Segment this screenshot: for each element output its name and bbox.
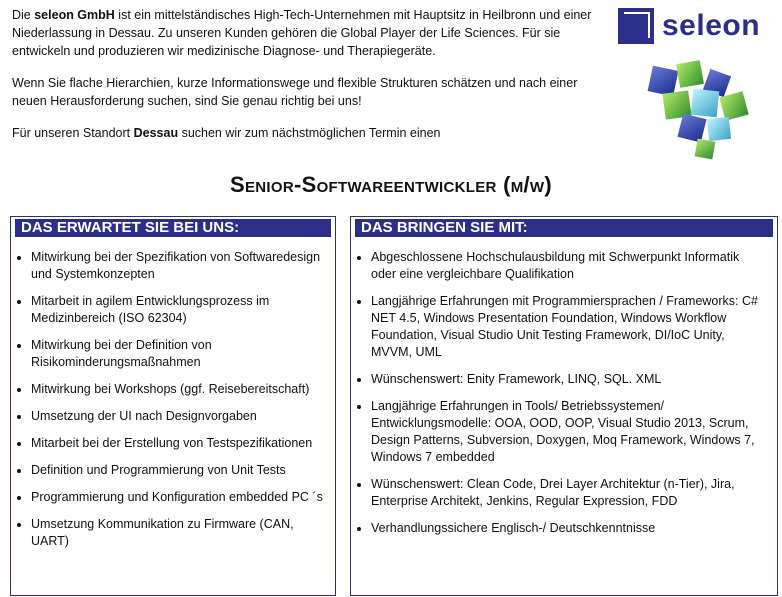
job-title: Senior-Softwareentwickler (m/w) (230, 172, 552, 197)
list-item: • Mitwirkung bei Workshops (ggf. Reisebereitschaft) (31, 381, 325, 398)
list-item: • Mitwirkung bei der Spezifikation von Softwaredesign und Systemkonzepten (31, 249, 325, 283)
requirements-box (350, 216, 778, 596)
offer-box-heading: DAS ERWARTET SIE BEI UNS: (15, 219, 331, 237)
list-item: • Mitarbeit in agilem Entwicklungsprozess im Medizinbereich (ISO 62304) (31, 293, 325, 327)
list-item: • Mitwirkung bei der Definition von Risikominderungsmaßnahmen (31, 337, 325, 371)
list-item: • Umsetzung Kommunikation zu Firmware (CAN, UART) (31, 516, 325, 550)
list-item: • Wünschenswert: Enity Framework, LINQ, SQL. XML (371, 371, 767, 388)
list-item: • Mitarbeit bei der Erstellung von Testspezifikationen (31, 435, 325, 452)
list-item: • Umsetzung der UI nach Designvorgaben (31, 408, 325, 425)
logo-wordmark: seleon (662, 9, 761, 42)
intro-text-run: Für unseren Standort (12, 126, 134, 140)
list-item: • Definition und Programmierung von Unit Tests (31, 462, 325, 479)
intro-text (12, 6, 602, 156)
location-name: Dessau (133, 126, 179, 140)
logo-square-icon (618, 8, 654, 44)
intro-paragraph-2: Wenn Sie flache Hierarchien, kurze Informationswege und flexible Strukturen schätzen und nach einer neuen Herausforderung suchen, sind Sie genau richtig bei uns! (12, 76, 578, 108)
seleon-logo (618, 8, 778, 44)
list-item: • Langjährige Erfahrungen in Tools/ Betriebssystemen/ Entwicklungsmodelle: OOA, OOD, OOP, Visual Studio 2013, Scrum, Design Patterns, Subversion, Doxygen, Moq Framework, Windows 7, Windows 7 embedded (371, 398, 767, 466)
list-item: • Abgeschlossene Hochschulausbildung mit Schwerpunkt Informatik oder eine vergleichbare Qualifikation (371, 249, 767, 283)
list-item: • Langjährige Erfahrungen mit Programmiersprachen / Frameworks: C# NET 4.5, Windows Presentation Foundation, Windows Workflow Foundation, Visual Studio Unit Testing Framework, DI/IoC Unity, MVVM, UML (371, 293, 767, 361)
offer-list (11, 249, 335, 550)
intro-paragraph-1 (12, 6, 602, 60)
intro-text-run: Die (12, 8, 35, 22)
intro-text-run: ist ein mittelständisches High-Tech-Unternehmen mit Hauptsitz in Heilbronn und einer Niederlassung in Dessau. Zu unseren Kunden gehören die Global Player der Life Sciences. Für sie entwickeln und produzieren wir medizinische Diagnose- und Therapiegeräte. (12, 8, 592, 58)
intro-text-run: suchen wir zum nächstmöglichen Termin einen (178, 126, 441, 140)
intro-paragraph-3 (12, 124, 602, 142)
cubes-graphic-icon (640, 58, 770, 168)
company-name: seleon GmbH (34, 8, 115, 22)
list-item: • Verhandlungssichere Englisch-/ Deutschkenntnisse (371, 520, 767, 537)
requirements-list (351, 249, 777, 537)
list-item: • Programmierung und Konfiguration embedded PC ´s (31, 489, 325, 506)
offer-box (10, 216, 336, 596)
list-item: • Wünschenswert: Clean Code, Drei Layer Architektur (n-Tier), Jira, Enterprise Architekt, Jenkins, Regular Expression, FDD (371, 476, 767, 510)
requirements-box-heading: DAS BRINGEN SIE MIT: (355, 219, 773, 237)
